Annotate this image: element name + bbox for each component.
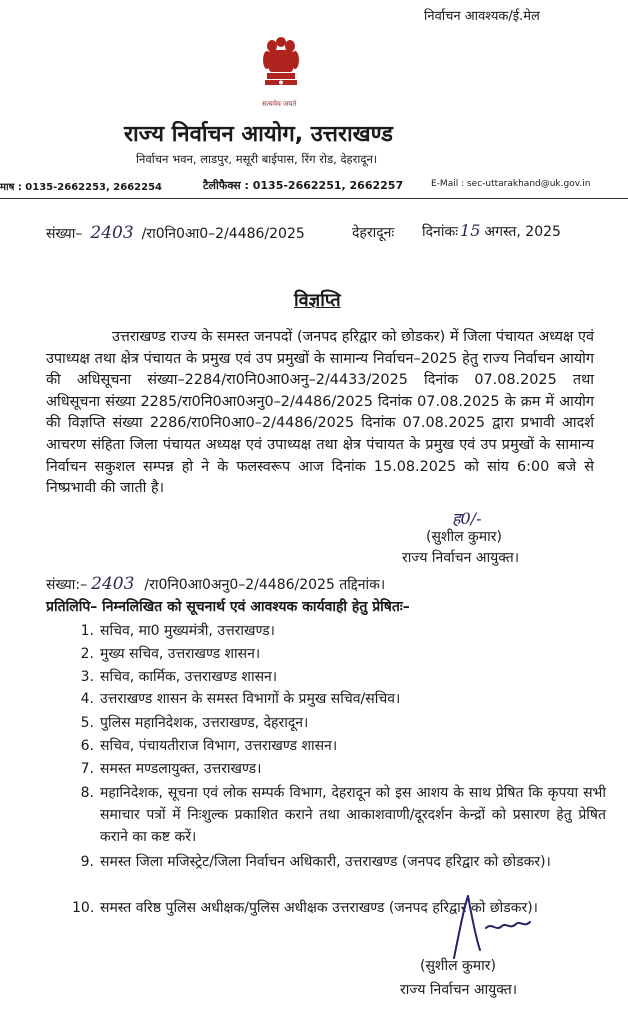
list-item-number: 6. (80, 738, 94, 754)
copy-number-rest: /रा0नि0आ0अनु0–2/4486/2025 तद्दिनांक। (144, 577, 386, 593)
reference-date-label: दिनांकः (422, 224, 459, 240)
list-item-number: 4. (80, 691, 94, 707)
list-item-text: सचिव, कार्मिक, उत्तराखण्ड शासन। (100, 669, 278, 685)
list-item (80, 758, 606, 780)
list-item (80, 643, 606, 665)
list-item-text: महानिदेशक, सूचना एवं लोक सम्पर्क विभाग, देहरादून को इस आशय के साथ प्रेषित कि कृपया सभी समाचार पत्रों में निःशुल्क प्रकाशित कराने तथा आकाशवाणी/दूरदर्शन केन्द्रों को प्रसारण हेतु प्रेषित कराने का कष्ट करें। (100, 785, 606, 845)
reference-place: देहरादूनः (352, 225, 395, 241)
fax-number: टैलीफैक्स : 0135-2662251, 2662257 (203, 179, 404, 192)
list-item-text: सचिव, मा0 मुख्यमंत्री, उत्तराखण्ड। (100, 623, 275, 639)
list-item (80, 851, 606, 873)
list-item-number: 1. (80, 623, 94, 639)
phone-number: माष : 0135-2662253, 2662254 (0, 182, 162, 193)
list-item-text: मुख्य सचिव, उत्तराखण्ड शासन। (100, 646, 261, 662)
notice-title: विज्ञप्ति (294, 290, 341, 311)
list-item-number: 5. (80, 715, 94, 731)
reference-number-label: संख्या– (46, 226, 83, 242)
copy-number-handwritten: 2403 (91, 574, 135, 594)
copy-number-label: संख्या:– (46, 577, 88, 593)
emblem-caption: सत्यमेव जयते (262, 100, 297, 108)
list-item-text: पुलिस महानिदेशक, उत्तराखण्ड, देहरादून। (100, 715, 309, 731)
list-item-number: 7. (80, 761, 94, 777)
list-item (80, 620, 606, 642)
list-item-number: 10. (72, 900, 95, 916)
email-address: E-Mail : sec-uttarakhand@uk.gov.in (431, 179, 591, 189)
organization-address: निर्वाचन भवन, लाडपुर, मसूरी बाईपास, रिंग रोड, देहरादून। (136, 152, 378, 166)
signature-handwritten: ह0/- (452, 509, 482, 528)
reference-number-rest: /रा0नि0आ0–2/4486/2025 (141, 226, 305, 242)
signatory-name-2: (सुशील कुमार) (420, 958, 496, 974)
list-item-text: समस्त जिला मजिस्ट्रेट/जिला निर्वाचन अधिकारी, उत्तराखण्ड (जनपद हरिद्वार को छोडकर)। (100, 854, 551, 870)
list-item (80, 735, 606, 757)
list-item-number: 3. (80, 669, 94, 685)
reference-date (422, 221, 561, 241)
reference-date-handwritten: 15 (460, 221, 481, 240)
list-item-number: 2. (80, 646, 94, 662)
signatory-name: (सुशील कुमार) (426, 529, 502, 545)
reference-date-rest: अगस्त, 2025 (484, 224, 561, 240)
header-rule (0, 198, 628, 199)
signatory-designation: राज्य निर्वाचन आयुक्त। (402, 550, 520, 566)
list-item (80, 666, 606, 688)
copy-reference-line (46, 574, 385, 594)
list-item-number: 9. (80, 854, 94, 870)
state-emblem-icon (261, 36, 301, 98)
list-item (80, 712, 606, 734)
reference-number-handwritten: 2403 (90, 223, 134, 243)
list-item-text: उत्तराखण्ड शासन के समस्त विभागों के प्रमुख सचिव/सचिव। (100, 691, 401, 707)
copy-heading: प्रतिलिपि– निम्नलिखित को सूचनार्थ एवं आवश्यक कार्यवाही हेतु प्रेषितः– (46, 599, 410, 615)
list-item-number: 8. (80, 785, 94, 801)
list-item-text: समस्त मण्डलायुक्त, उत्तराखण्ड। (100, 761, 262, 777)
organization-name: राज्य निर्वाचन आयोग, उत्तराखण्ड (124, 122, 393, 147)
top-right-note: निर्वाचन आवश्यक/ई.मेल (424, 9, 540, 24)
signatory-designation-2: राज्य निर्वाचन आयुक्त। (400, 982, 518, 998)
list-item (80, 782, 606, 848)
reference-line (46, 223, 305, 243)
list-item-text: समस्त वरिष्ठ पुलिस अधीक्षक/पुलिस अधीक्षक उत्तराखण्ड (जनपद हरिद्वार को छोडकर)। (100, 900, 538, 916)
notice-body-text: उत्तराखण्ड राज्य के समस्त जनपदों (जनपद हरिद्वार को छोडकर) में जिला पंचायत अध्यक्ष एवं उपाध्यक्ष तथा क्षेत्र पंचायत के प्रमुख एवं उप प्रमुखों के सामान्य निर्वाचन–2025 हेतु राज्य निर्वाचन आयोग की अधिसूचना संख्या–2284/रा0नि0आ0अनु–2/4433/2025 दिनांक 07.08.2025 तथा अधिसूचना संख्या 2285/रा0नि0आ0अनु0–2/4486/2025 दिनांक 07.08.2025 के क्रम में आयोग की विज्ञप्ति संख्या 2286/रा0नि0आ0–2/4486/2025 दिनांक 07.08.2025 द्वारा प्रभावी आदर्श आचरण संहिता जिला पंचायत अध्यक्ष एवं उपाध्यक्ष तथा क्षेत्र पंचायत के प्रमुख एवं उप प्रमुखों के सामान्य निर्वाचन सकुशल सम्पन्न हो ने के फलस्वरूप आज दिनांक 15.08.2025 को सांय 6:00 बजे से निष्प्रभावी की जाती है। (46, 329, 594, 497)
list-item-text: सचिव, पंचायतीराज विभाग, उत्तराखण्ड शासन। (100, 738, 338, 754)
list-item (80, 688, 606, 710)
notice-body (46, 327, 594, 500)
